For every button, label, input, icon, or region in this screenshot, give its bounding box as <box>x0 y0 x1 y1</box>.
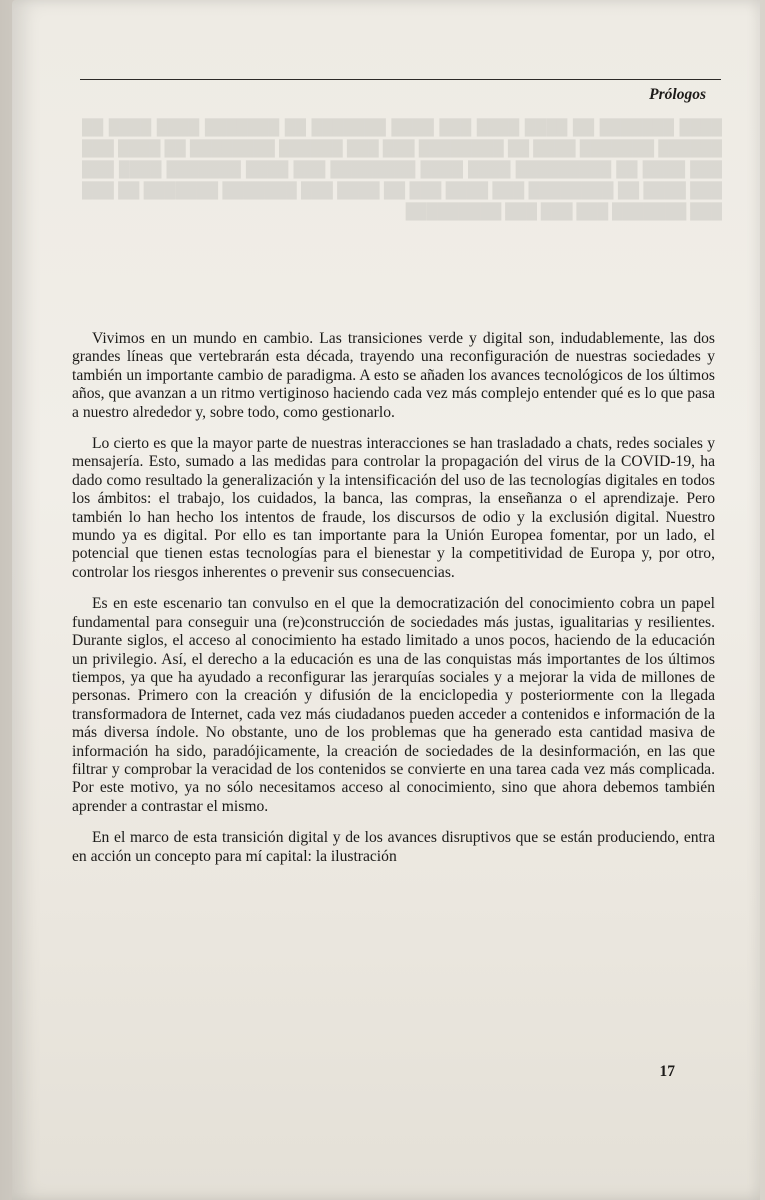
paragraph: Lo cierto es que la mayor parte de nuestras interacciones se han trasladado a chats, redes sociales y mensajería. Esto, sumado a las medidas para controlar la propagación del virus de la COVID-19, ha dado como resultado la generalización y la intensificación del uso de las tecnologías digitales en todos los ámbitos: el trabajo, los cuidados, la banca, las compras, la enseñanza o el aprendizaje. Pero también lo han hecho los intentos de fraude, los discursos de odio y la exclusión digital. Nuestro mundo ya es digital. Por ello es tan importante para la Unión Europea fomentar, por un lado, el potencial que tienen estas tecnologías para el bienestar y la competitividad de Europa y, por otro, controlar los riesgos inherentes o prevenir sus consecuencias. <box>72 435 715 581</box>
book-page <box>12 0 760 1200</box>
paragraph: Es en este escenario tan convulso en el que la democratización del conocimiento cobra un papel fundamental para conseguir una (re)construcción de sociedades más justas, igualitarias y resilientes. Durante siglos, el acceso al conocimiento ha estado limitado a unos pocos, haciendo de la educación un privilegio. Así, el derecho a la educación es una de las conquistas más importantes de los últimos tiempos, ya que ha ayudado a reconfigurar las jerarquías sociales y a mejorar la vida de millones de personas. Primero con la creación y difusión de la enciclopedia y posteriormente con la llegada transformadora de Internet, cada vez más ciudadanos pueden acceder a contenidos e información de la más diversa índole. No obstante, uno de los problemas que ha generado esta cantidad masiva de información ha sido, paradójicamente, la creación de sociedades de la desinformación, en las que filtrar y comprobar la veracidad de los contenidos se convierte en una tarea cada vez más complicada. Por este motivo, ya no sólo necesitamos acceso al conocimiento, sino que ahora debemos también aprender a contrastar el mismo. <box>72 595 715 815</box>
paragraph: En el marco de esta transición digital y de los avances disruptivos que se están produciendo, entra en acción un concepto para mí capital: la ilustración <box>72 829 715 865</box>
bleed-through-text: ████ ███████ ██ ████ ████ ███ ████ ███████ ██ ███████ ████ ████ ██ ██████ ███████ ████ ██ ████████ ███ ███ ██████ ████████ ██ ████ ███ ███ ████ ██ █████████ ████ ████ ████████ ███ ████ ███████ ████ ███ ███ ████ ██ ████████ ███ ████ ███ ██ ████ ███ ███████ ███████ ██ ███ ███ ███████ ███ ███ ███ █████████ <box>82 120 722 220</box>
header-rule <box>80 79 721 80</box>
body-text <box>72 330 715 866</box>
paragraph: Vivimos en un mundo en cambio. Las transiciones verde y digital son, indudablemente, las dos grandes líneas que vertebrarán esta década, trayendo una reconfiguración de nuestras sociedades y también un importante cambio de paradigma. A esto se añaden los avances tecnológicos de los últimos años, que avanzan a un ritmo vertiginoso haciendo cada vez más complejo entender qué es lo que pasa a nuestro alrededor y, sobre todo, como gestionarlo. <box>72 330 715 421</box>
page-number: 17 <box>659 1063 675 1080</box>
running-header: Prólogos <box>649 86 706 103</box>
